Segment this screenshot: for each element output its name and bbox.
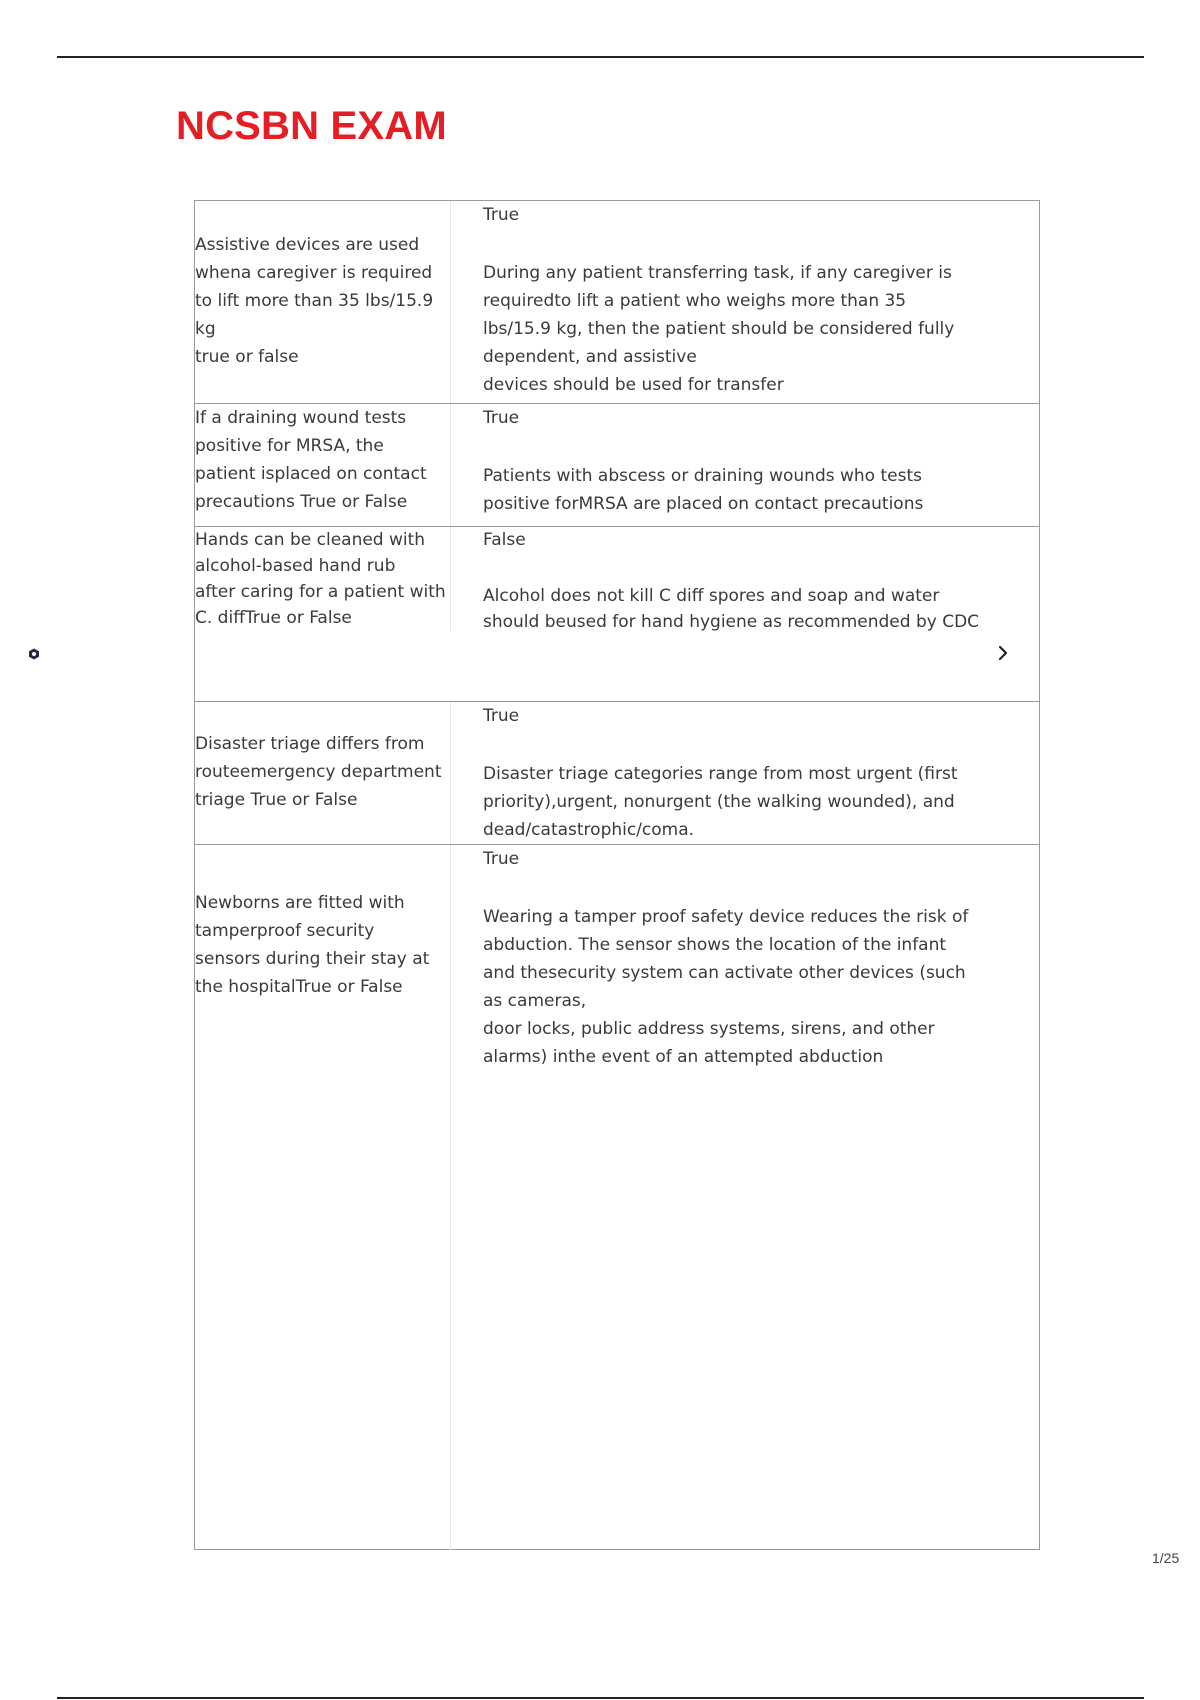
flashcard-row <box>195 527 1039 702</box>
column-divider <box>450 702 451 844</box>
answer-label: True <box>483 205 520 225</box>
flashcard-row <box>195 404 1039 527</box>
answer-label: True <box>483 706 520 726</box>
answer-label: True <box>483 849 520 869</box>
page-number: 1/25 <box>1152 1550 1180 1566</box>
question-text: Newborns are fitted with tamperproof security sensors during their stay at the hospitalTrue or False <box>195 893 430 997</box>
answer-text: True Disaster triage categories range from most urgent (first priority),urgent, nonurgent (the walking wounded), and dead/catastrophic/coma. <box>483 702 983 844</box>
column-divider <box>450 845 451 1551</box>
answer-text: True During any patient transferring task, if any caregiver is requiredto lift a patient who weighs more than 35 lbs/15.9 kg, then the patient should be considered fully dependent, and assistive devices should be used for transfer <box>483 201 983 399</box>
flashcard-table <box>194 200 1040 1550</box>
answer-label: False <box>483 530 526 550</box>
answer-text: False Alcohol does not kill C diff spores and soap and water should beused for hand hygiene as recommended by CDC <box>483 527 983 635</box>
flashcard-row <box>195 702 1039 845</box>
question-text: Disaster triage differs from routeemergency department triage True or False <box>195 734 442 810</box>
answer-text: True Patients with abscess or draining wounds who tests positive forMRSA are placed on contact precautions <box>483 404 983 518</box>
question-text: Assistive devices are used whena caregiver is required to lift more than 35 lbs/15.9 kg true or false <box>195 235 434 367</box>
answer-label: True <box>483 408 520 428</box>
question-text: Hands can be cleaned with alcohol-based hand rub after caring for a patient with C. diffTrue or False <box>195 530 446 628</box>
answer-text: True Wearing a tamper proof safety device reduces the risk of abduction. The sensor shows the location of the infant and thesecurity system can activate other devices (such as cameras, door locks, public address systems, sirens, and other alarms) inthe event of an attempted abduction <box>483 845 983 1071</box>
column-divider <box>450 201 451 403</box>
column-divider <box>450 404 451 526</box>
flashcard-row <box>195 201 1039 404</box>
ad-choices-icon[interactable] <box>28 648 40 660</box>
question-text: If a draining wound tests positive for MRSA, the patient isplaced on contact precautions True or False <box>195 408 427 512</box>
bottom-rule <box>57 1697 1144 1699</box>
column-divider <box>450 527 451 631</box>
page-title: NCSBN EXAM <box>176 104 447 148</box>
top-rule <box>57 56 1144 58</box>
flashcard-row <box>195 845 1039 1551</box>
chevron-right-icon[interactable] <box>996 643 1010 663</box>
